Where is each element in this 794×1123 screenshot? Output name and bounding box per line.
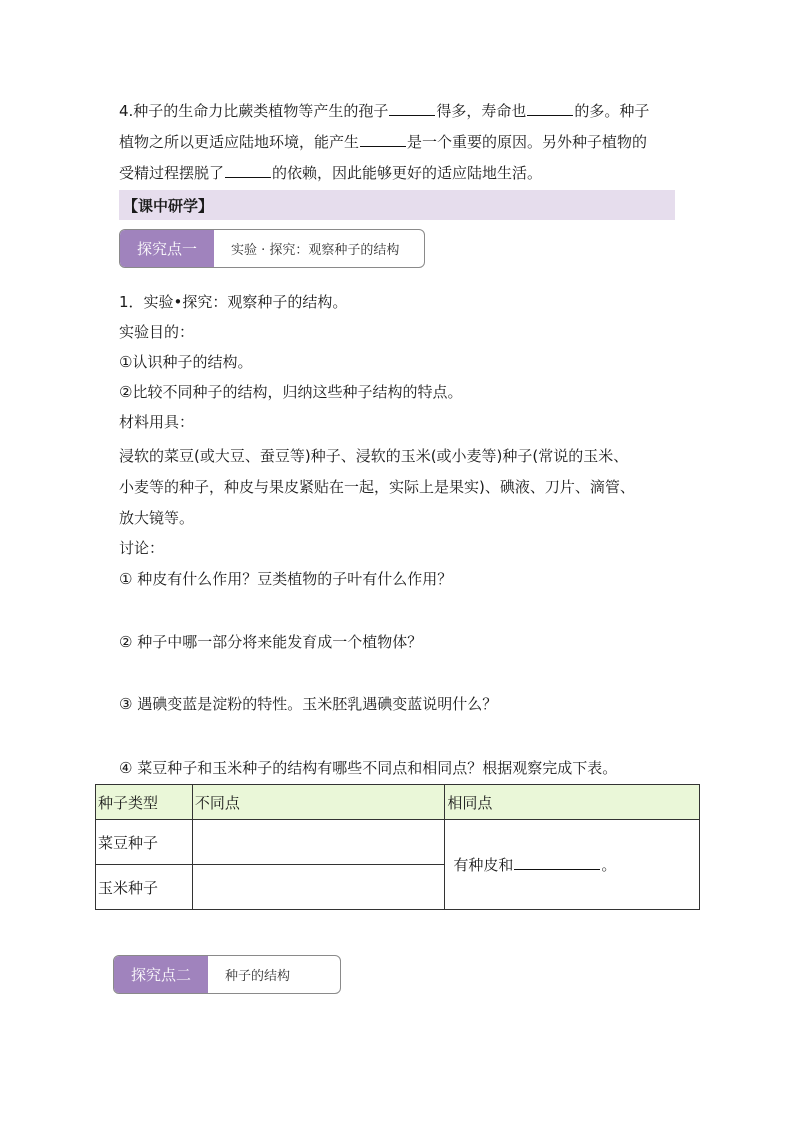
goal-item: ②比较不同种子的结构，归纳这些种子结构的特点。 [119,383,463,401]
question: ① 种皮有什么作用？豆类植物的子叶有什么作用？ [119,570,453,588]
point-title: 实验 · 探究：观察种子的结构 [231,243,400,258]
goal-label: 实验目的： [119,323,195,341]
table-header: 不同点 [192,785,445,820]
table-header: 相同点 [445,785,700,820]
table-header: 种子类型 [96,785,193,820]
same-text: 有种皮和 [453,856,514,874]
intro-text: 是一个重要的原因。另外种子植物的 [407,133,648,151]
comparison-table [95,784,700,910]
section-heading: 1．实验•探究：观察种子的结构。 [119,293,348,311]
fill-blank[interactable] [514,855,600,870]
point-tag-2 [113,955,341,994]
point-tag-1 [119,229,425,268]
table-header-row [96,785,700,820]
fill-blank[interactable] [360,132,406,147]
goal-item: ①认识种子的结构。 [119,353,253,371]
intro-text: 的多。种子 [574,102,650,120]
fill-blank[interactable] [389,101,435,116]
same-text: 。 [601,856,617,874]
intro-text: 的依赖，因此能够更好的适应陆地生活。 [272,164,543,182]
row-label: 玉米种子 [96,865,193,910]
materials-text: 小麦等的种子，种皮与果皮紧贴在一起，实际上是果实)、碘液、刀片、滴管、 [119,478,635,496]
same-cell [445,820,700,910]
materials-label: 材料用具： [119,413,195,431]
materials-text: 放大镜等。 [119,509,195,527]
point-label: 探究点一 [120,230,214,267]
intro-text: 4.种子的生命力比蕨类植物等产生的孢子 [119,102,389,120]
banner-title: 【课中研学】 [123,197,214,215]
table-row [96,820,700,865]
section-banner [119,190,675,220]
question: ④ 菜豆种子和玉米种子的结构有哪些不同点和相同点？根据观察完成下表。 [119,759,618,777]
intro-text: 植物之所以更适应陆地环境，能产生 [119,133,360,151]
intro-text: 得多，寿命也 [436,102,527,120]
intro-line-2 [119,132,647,152]
row-label: 菜豆种子 [96,820,193,865]
fill-blank[interactable] [225,163,271,178]
intro-text: 受精过程摆脱了 [119,164,225,182]
question: ② 种子中哪一部分将来能发育成一个植物体？ [119,633,423,651]
intro-line-1 [119,101,649,121]
question: ③ 遇碘变蓝是淀粉的特性。玉米胚乳遇碘变蓝说明什么？ [119,695,498,713]
discuss-label: 讨论： [119,539,165,557]
intro-line-3 [119,163,542,183]
answer-cell[interactable] [192,820,445,865]
point-label: 探究点二 [114,956,208,993]
materials-text: 浸软的菜豆(或大豆、蚕豆等)种子、浸软的玉米(或小麦等)种子(常说的玉米、 [119,447,629,465]
fill-blank[interactable] [527,101,573,116]
point-title: 种子的结构 [225,969,291,984]
answer-cell[interactable] [192,865,445,910]
